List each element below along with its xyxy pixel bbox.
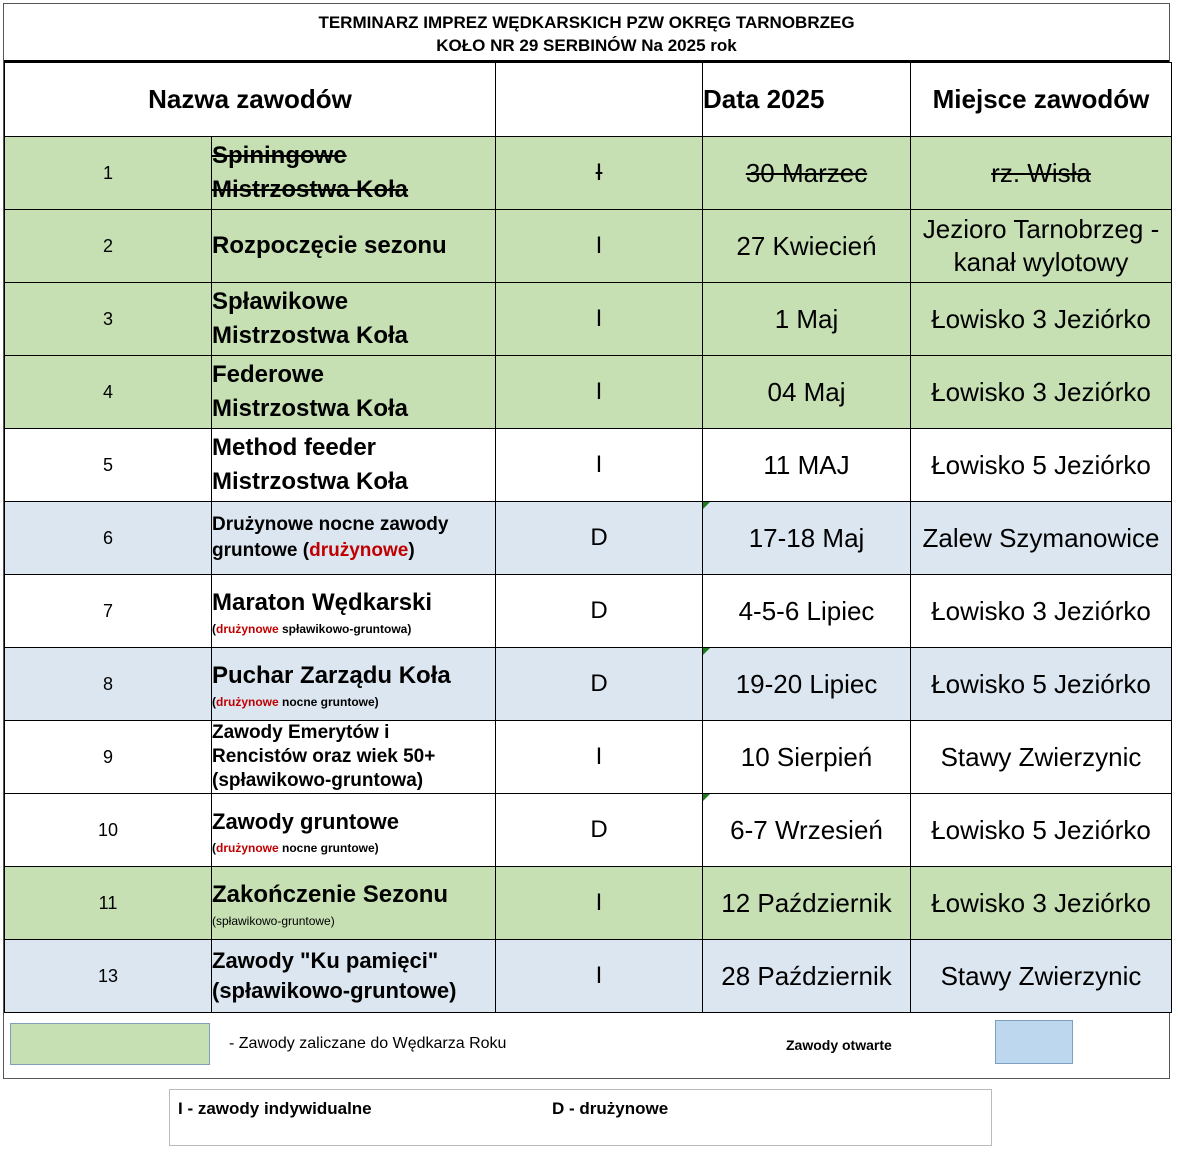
event-type: I	[496, 356, 703, 429]
event-date: 4-5-6 Lipiec	[703, 575, 911, 648]
event-name-line: Maraton Wędkarski	[212, 588, 433, 616]
table-row	[5, 940, 1172, 1013]
event-place: Łowisko 3 Jeziórko	[911, 283, 1172, 356]
event-number: 7	[5, 575, 212, 648]
event-number: 10	[5, 794, 212, 867]
events-table	[4, 62, 1172, 1013]
event-place-line: Jezioro Tarnobrzeg -	[922, 214, 1160, 244]
event-name-line: Method feeder	[212, 434, 377, 461]
key-individual: I - zawody indywidualne	[178, 1099, 372, 1118]
event-name-line: Spławikowe	[212, 288, 349, 315]
event-name-line: Mistrzostwa Koła	[212, 176, 409, 203]
event-date-value: 30 Marzec	[745, 157, 868, 188]
event-date	[703, 794, 911, 867]
event-type-value: I	[595, 159, 603, 186]
event-type: I	[496, 283, 703, 356]
event-sub-pre: (	[212, 694, 216, 709]
event-type: I	[496, 210, 703, 283]
event-type	[496, 137, 703, 210]
title-line-1: TERMINARZ IMPREZ WĘDKARSKICH PZW OKRĘG TARNOBRZEG	[318, 13, 855, 32]
legend-blue-swatch	[995, 1020, 1073, 1064]
event-sub-post: nocne gruntowe)	[278, 694, 379, 709]
event-name-line: Zawody "Ku pamięci"	[212, 948, 439, 973]
table-row	[5, 648, 1172, 721]
event-type: I	[496, 429, 703, 502]
legend-green-text: - Zawody zaliczane do Wędkarza Roku	[229, 1035, 507, 1052]
header-type	[496, 63, 703, 137]
event-type: D	[496, 648, 703, 721]
event-name-line: (spławikowo-gruntowe)	[212, 978, 457, 1003]
event-type: I	[496, 867, 703, 940]
table-row	[5, 210, 1172, 283]
event-number: 11	[5, 867, 212, 940]
event-subtitle	[212, 695, 495, 710]
event-date: 04 Maj	[703, 356, 911, 429]
key-team: D - drużynowe	[552, 1099, 669, 1118]
table-row	[5, 794, 1172, 867]
event-date	[703, 502, 911, 575]
event-date: 12 Październik	[703, 867, 911, 940]
event-name-line: (spławikowo-gruntowa)	[212, 770, 424, 791]
table-row	[5, 575, 1172, 648]
page-title	[4, 4, 1169, 62]
event-number: 2	[5, 210, 212, 283]
table-row	[5, 867, 1172, 940]
event-place: Stawy Zwierzynic	[911, 940, 1172, 1013]
event-place: Łowisko 3 Jeziórko	[911, 356, 1172, 429]
event-name	[212, 356, 496, 429]
event-place: Łowisko 3 Jeziórko	[911, 867, 1172, 940]
event-number: 8	[5, 648, 212, 721]
event-name-line: Drużynowe nocne zawody	[212, 514, 449, 535]
event-name-line: Puchar Zarządu Koła	[212, 661, 451, 689]
event-place: Zalew Szymanowice	[911, 502, 1172, 575]
table-row	[5, 502, 1172, 575]
event-date: 28 Październik	[703, 940, 911, 1013]
event-name	[212, 137, 496, 210]
cell-comment-marker	[703, 794, 710, 801]
event-sub-team: drużynowe	[216, 621, 279, 636]
event-place	[911, 137, 1172, 210]
event-name-line: Zakończenie Sezonu	[212, 880, 449, 908]
event-place: Łowisko 5 Jeziórko	[911, 429, 1172, 502]
event-name-line: Mistrzostwa Koła	[212, 322, 409, 349]
event-place: Łowisko 5 Jeziórko	[911, 648, 1172, 721]
event-date: 10 Sierpień	[703, 721, 911, 794]
header-row	[5, 63, 1172, 137]
event-number: 6	[5, 502, 212, 575]
event-number: 9	[5, 721, 212, 794]
event-name	[212, 794, 496, 867]
event-place: Łowisko 5 Jeziórko	[911, 794, 1172, 867]
header-date: Data 2025	[703, 63, 911, 137]
event-name	[212, 283, 496, 356]
event-type: D	[496, 575, 703, 648]
legend	[4, 1008, 1169, 1078]
event-place-line: kanał wylotowy	[953, 247, 1129, 277]
event-name-line: Zawody Emerytów i	[212, 722, 390, 743]
event-subtitle: (spławikowo-gruntowe)	[212, 913, 335, 928]
event-date: 1 Maj	[703, 283, 911, 356]
type-key	[169, 1089, 992, 1146]
event-name	[212, 429, 496, 502]
event-sub-pre: (	[212, 840, 216, 855]
table-row	[5, 356, 1172, 429]
table-row	[5, 721, 1172, 794]
event-name	[212, 940, 496, 1013]
event-date-value: 19-20 Lipiec	[735, 668, 878, 699]
event-subtitle	[212, 622, 495, 637]
event-name-line: Spiningowe	[212, 142, 347, 169]
event-type: I	[496, 940, 703, 1013]
event-subtitle	[212, 841, 495, 856]
event-number: 1	[5, 137, 212, 210]
event-name-line: Mistrzostwa Koła	[212, 468, 409, 495]
event-date-value: 17-18 Maj	[748, 522, 865, 553]
legend-green-swatch	[10, 1023, 210, 1065]
event-number: 5	[5, 429, 212, 502]
event-sub-post: nocne gruntowe)	[278, 840, 379, 855]
cell-comment-marker	[703, 648, 710, 655]
event-name-line: Mistrzostwa Koła	[212, 395, 409, 422]
event-name	[212, 575, 496, 648]
header-place: Miejsce zawodów	[911, 63, 1172, 137]
event-name-post: )	[408, 540, 415, 561]
event-place: Stawy Zwierzynic	[911, 721, 1172, 794]
event-sub-pre: (	[212, 621, 216, 636]
title-line-2: KOŁO NR 29 SERBINÓW Na 2025 rok	[436, 36, 737, 55]
table-row	[5, 283, 1172, 356]
event-name: Rozpoczęcie sezonu	[212, 210, 496, 283]
event-name-team: drużynowe	[309, 540, 409, 561]
event-type: I	[496, 721, 703, 794]
event-name	[212, 867, 496, 940]
table-row	[5, 429, 1172, 502]
event-name	[212, 721, 496, 794]
event-date: 11 MAJ	[703, 429, 911, 502]
cell-comment-marker	[703, 502, 710, 509]
event-number: 13	[5, 940, 212, 1013]
header-name: Nazwa zawodów	[5, 63, 496, 137]
event-sub-post: spławikowo-gruntowa)	[278, 621, 412, 636]
event-name-pre: gruntowe (	[212, 540, 310, 561]
table-row	[5, 137, 1172, 210]
event-number: 3	[5, 283, 212, 356]
event-type: D	[496, 794, 703, 867]
event-place-value: rz. Wisła	[991, 157, 1091, 188]
event-name	[212, 648, 496, 721]
event-date	[703, 648, 911, 721]
event-date-value: 6-7 Wrzesień	[730, 814, 883, 845]
event-place: Łowisko 3 Jeziórko	[911, 575, 1172, 648]
event-name-line: Zawody gruntowe	[212, 808, 399, 834]
event-place	[911, 210, 1172, 283]
event-sub-team: drużynowe	[216, 840, 279, 855]
event-date: 27 Kwiecień	[703, 210, 911, 283]
event-name	[212, 502, 496, 575]
event-sub-team: drużynowe	[216, 694, 279, 709]
event-name-line: Rencistów oraz wiek 50+	[212, 746, 436, 767]
legend-open-text: Zawody otwarte	[786, 1037, 892, 1053]
event-number: 4	[5, 356, 212, 429]
event-date	[703, 137, 911, 210]
event-name-line: Federowe	[212, 361, 325, 388]
schedule-sheet	[3, 3, 1170, 1079]
event-type: D	[496, 502, 703, 575]
